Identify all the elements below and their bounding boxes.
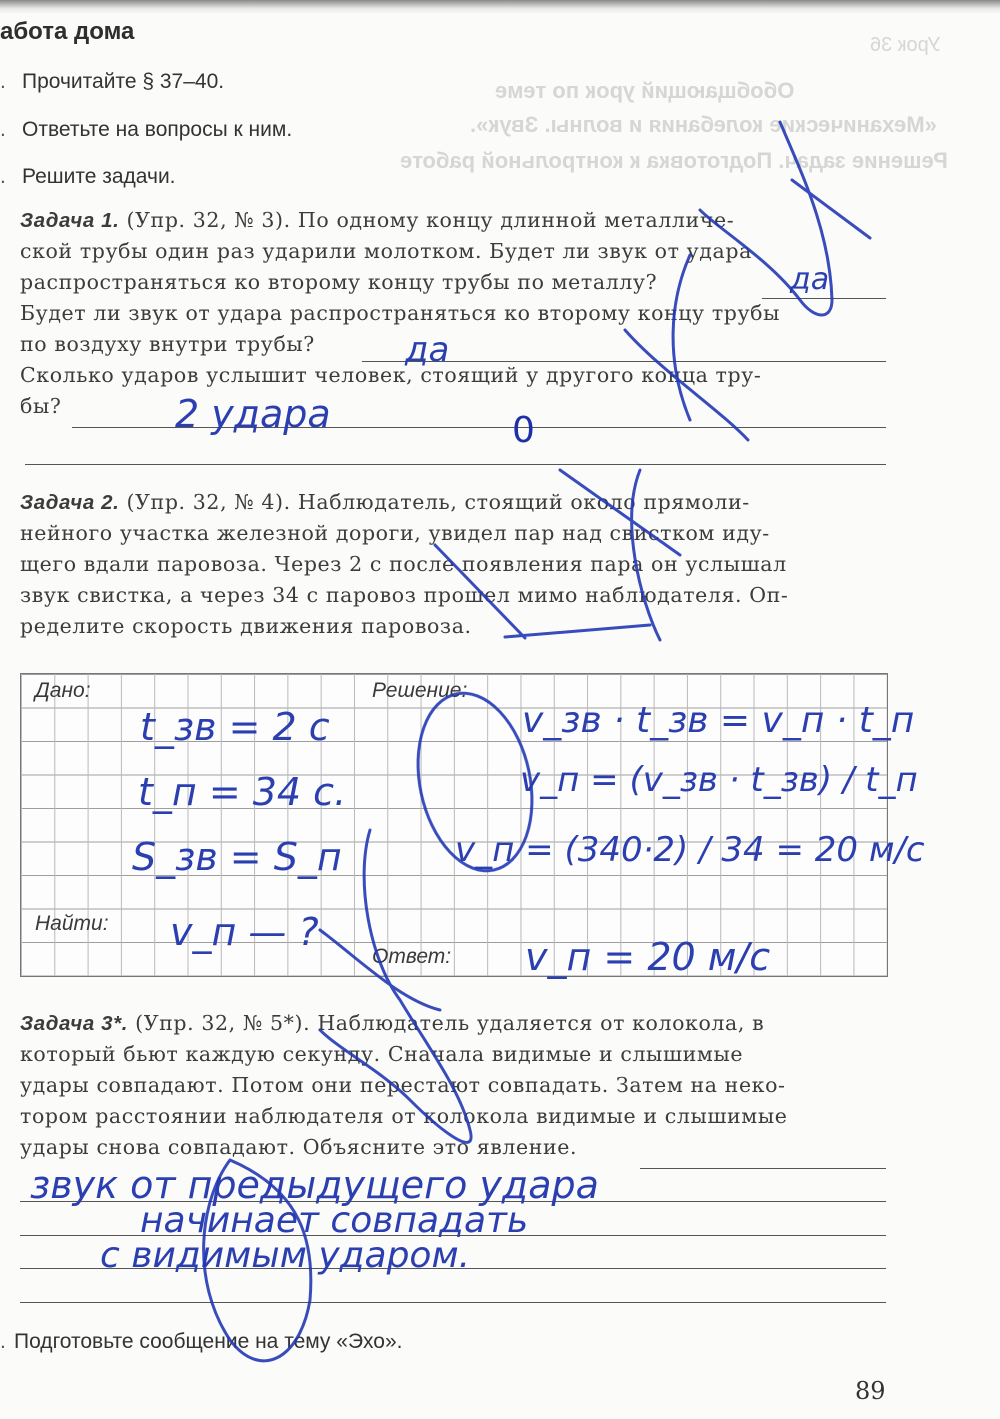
handwritten-given-1: t_зв = 2 с — [140, 705, 330, 749]
step-text: Прочитайте § 37–40. — [22, 70, 225, 93]
task1-label: Задача 1. — [20, 209, 120, 232]
section-title: абота дома — [0, 18, 135, 45]
handwritten-solution-3: v_п = (340·2) / 34 = 20 м/с — [455, 830, 925, 870]
task3-line: удары снова совпадают. Объясните это явление. — [20, 1135, 578, 1159]
handwritten-answer-metal: да — [790, 262, 830, 297]
task3-ref: (Упр. 32, № 5*). — [135, 1011, 311, 1035]
grid-label-given: Дано: — [35, 679, 91, 702]
grid-label-answer: Ответ: — [372, 945, 452, 968]
task1-ref: (Упр. 32, № 3). — [126, 208, 291, 232]
answer-line-metal — [762, 298, 886, 299]
task2-line: звук свистка, а через 34 с паровоз прошел мимо наблюдателя. Оп- — [20, 583, 789, 607]
task2-line: ределите скорость движения паровоза. — [20, 614, 472, 638]
task3-line: удары совпадают. Потом они перестают совпадать. Затем на неко- — [20, 1073, 786, 1097]
answer-line-extra — [25, 464, 886, 465]
step-number: . — [0, 70, 6, 93]
step-2 — [0, 118, 292, 142]
step-number: . — [0, 165, 6, 188]
step-text: Ответьте на вопросы к ним. — [22, 118, 293, 141]
grid-label-solution: Решение: — [372, 679, 468, 702]
task2-label: Задача 2. — [20, 491, 120, 514]
handwritten-solution-2: v_п = (v_зв · t_зв) / t_п — [520, 760, 918, 800]
task1-text — [20, 205, 886, 422]
task3-text — [20, 1008, 886, 1163]
task1-line: Будет ли звук от удара распространяться ко второму концу трубы — [20, 301, 781, 325]
task2-line: щего вдали паровоза. Через 2 с после появления пара он услышал — [20, 552, 787, 576]
step-text: Решите задачи. — [22, 165, 176, 188]
answer-line-5 — [20, 1302, 886, 1303]
task2-line: Наблюдатель, стоящий около прямоли- — [297, 490, 750, 514]
step-number: . — [0, 118, 6, 141]
step-number: . — [0, 1330, 6, 1353]
handwritten-explanation-2: начинает совпадать — [140, 1200, 529, 1241]
step-1 — [0, 70, 224, 94]
handwritten-solution-1: v_зв · t_зв = v_п · t_п — [522, 700, 915, 741]
task2-ref: (Упр. 32, № 4). — [126, 490, 291, 514]
ghost-title-line-1: Обобщающий урок по теме — [495, 78, 795, 103]
step-4 — [0, 1330, 403, 1354]
task1-line: по воздуху внутри трубы? — [20, 332, 315, 356]
task3-line: который бьют каждую секунду. Сначала видимые и слышимые — [20, 1042, 744, 1066]
page-number: 89 — [855, 1377, 886, 1405]
ghost-title-line-3: Решение задач. Подготовка к контрольной работе — [400, 148, 948, 173]
task3-line: тором расстоянии наблюдателя от колокола видимые и слышимые — [20, 1104, 788, 1128]
task3-line: Наблюдатель удаляется от колокола, в — [317, 1011, 765, 1035]
task2-line: нейного участка железной дороги, увидел пар над свистком иду- — [20, 521, 770, 545]
handwritten-find: v_п — ? — [170, 910, 319, 954]
task1-line: ской трубы один раз ударили молотком. Будет ли звук от удара — [20, 239, 752, 263]
task1-line: Сколько ударов услышит человек, стоящий у другого конца тру- — [20, 363, 762, 387]
handwritten-given-2: t_п = 34 с. — [138, 770, 347, 814]
page-top-shadow — [0, 0, 1000, 14]
ghost-title-line-2: «Механические колебания и волны. Звук». — [470, 112, 937, 137]
handwritten-answer-count: 2 удара — [175, 392, 331, 436]
handwritten-explanation-1: звук от предыдущего удара — [30, 1163, 599, 1207]
grid-label-find: Найти: — [35, 912, 109, 935]
handwritten-given-3: S_зв = S_п — [132, 835, 342, 879]
handwritten-answer-air: да — [405, 330, 450, 370]
handwritten-grade-mark: 0 — [512, 410, 535, 451]
answer-line-1 — [640, 1168, 886, 1169]
task1-line: бы? — [20, 394, 62, 418]
task3-label: Задача 3*. — [20, 1012, 128, 1035]
step-3 — [0, 165, 176, 189]
step-text: Подготовьте сообщение на тему «Эхо». — [14, 1330, 403, 1353]
task1-line: По одному концу длинной металличе- — [297, 208, 735, 232]
task2-text — [20, 487, 886, 642]
ghost-lesson-label: Урок 36 — [870, 34, 941, 56]
handwritten-answer: v_п = 20 м/с — [525, 935, 771, 979]
task1-line: распространяться ко второму концу трубы по металлу? — [20, 270, 658, 294]
handwritten-explanation-3: с видимым ударом. — [100, 1235, 471, 1276]
